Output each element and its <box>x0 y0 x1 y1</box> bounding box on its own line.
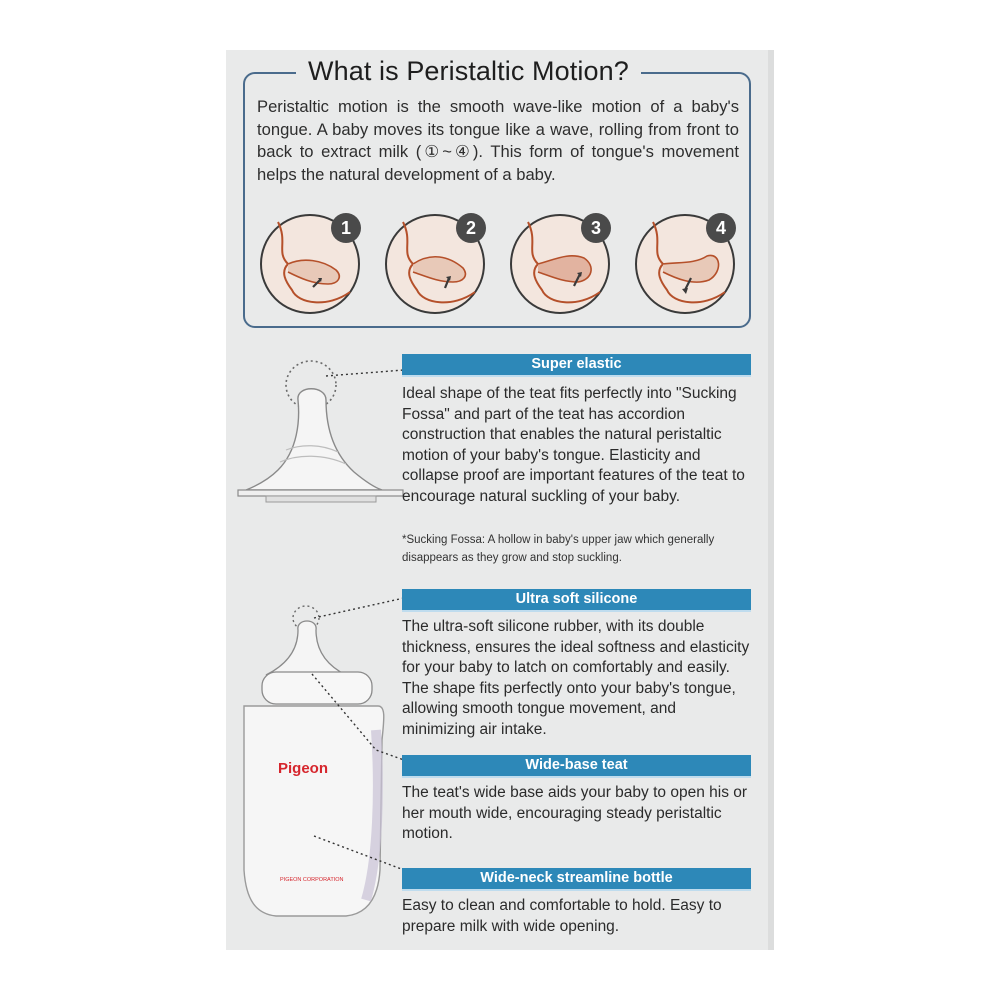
wide-base-teat-text: The teat's wide base aids your baby to open his or her mouth wide, encouraging steady peristaltic motion. <box>402 784 748 842</box>
step-3-number: 3 <box>590 218 602 238</box>
pigeon-corporation-text: PIGEON CORPORATION <box>280 877 344 883</box>
peristaltic-title: What is Peristaltic Motion? <box>296 56 641 87</box>
teat-closeup-illustration <box>238 361 404 502</box>
step-4-diagram <box>633 212 737 316</box>
step-3-diagram <box>508 212 612 316</box>
super-elastic-label: Super elastic <box>402 354 751 377</box>
step-1-number: 1 <box>340 218 352 238</box>
wide-base-teat-label: Wide-base teat <box>402 755 751 778</box>
panel-edge <box>768 50 774 950</box>
peristaltic-description <box>257 96 739 186</box>
super-elastic-text: Ideal shape of the teat fits perfectly into "Sucking Fossa" and part of the teat has accordion construction that enables the natural peristaltic motion of your baby's tongue. Elasticity and collapse proof are important features of the teat to encourage natural suckling of your baby. <box>402 385 745 505</box>
wide-neck-bottle-text: Easy to clean and comfortable to hold. Easy to prepare milk with wide opening. <box>402 897 722 935</box>
step-4-number: 4 <box>715 218 727 238</box>
step-2-number: 2 <box>465 218 477 238</box>
ultra-soft-silicone-text: The ultra-soft silicone rubber, with its double thickness, ensures the ideal softness and elasticity for your baby to latch on comfortably and easily. The shape fits perfectly onto your baby's tongue, allowing smooth tongue movement, and minimizing air intake. <box>402 618 750 738</box>
product-illustrations <box>226 340 406 950</box>
peristaltic-body: Peristaltic motion is the smooth wave-like motion of a baby's tongue. A baby moves its tongue like a wave, rolling from front to back to extract milk (①~④). This form of tongue's movement helps the natural development of a baby. <box>257 97 739 184</box>
sucking-fossa-note: *Sucking Fossa: A hollow in baby's upper jaw which generally disappears as they grow and stop suckling. <box>402 534 715 564</box>
bottle-illustration <box>244 598 404 916</box>
step-2-diagram <box>383 212 487 316</box>
pigeon-logo: Pigeon <box>278 760 329 777</box>
ultra-soft-silicone-label: Ultra soft silicone <box>402 589 751 612</box>
wide-neck-bottle-label: Wide-neck streamline bottle <box>402 868 751 891</box>
peristaltic-steps <box>250 212 750 322</box>
step-1-diagram <box>258 212 362 316</box>
